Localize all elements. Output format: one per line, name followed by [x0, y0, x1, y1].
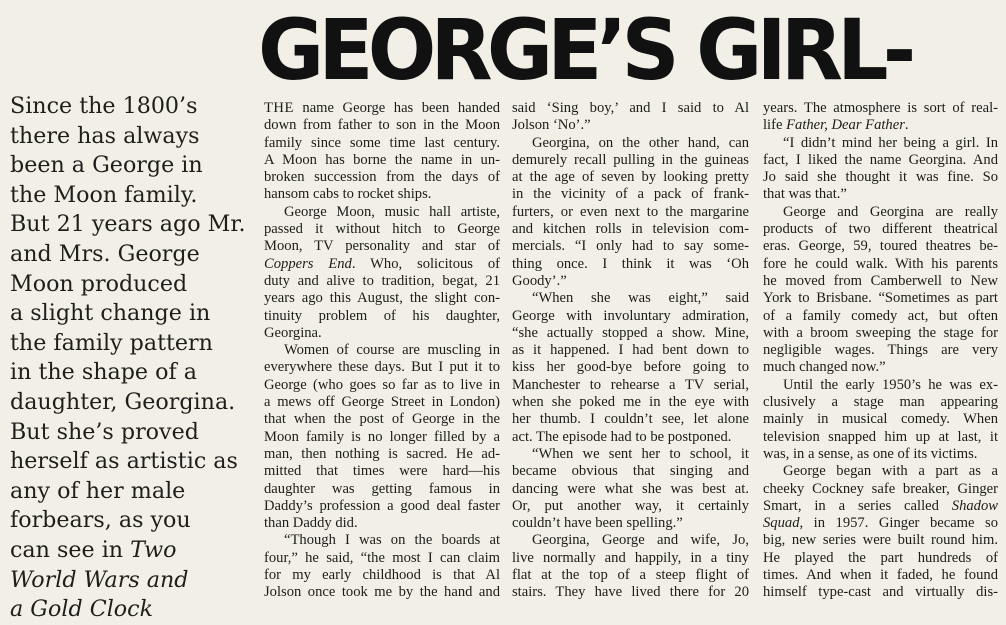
- text-run: than Daddy did.: [264, 515, 358, 532]
- col1-line: [264, 567, 500, 584]
- text-run: forbears, as you: [10, 507, 191, 534]
- text-run: mainly in musical comedy. When: [763, 411, 998, 428]
- col3-line: [763, 169, 998, 186]
- text-run: demurely recall pulling in the guineas: [512, 151, 749, 168]
- col3-line: [763, 394, 998, 411]
- col2-line: [512, 238, 749, 255]
- article-column-3: [763, 100, 998, 602]
- col3-line: [763, 204, 998, 221]
- col2-line: [512, 567, 749, 584]
- text-run: Moon produced: [10, 270, 188, 297]
- col1-line: [264, 238, 500, 255]
- col2-line: [512, 446, 749, 463]
- col3-line: [763, 238, 998, 255]
- intro-line: [10, 566, 250, 596]
- intro-line: [10, 447, 250, 477]
- col3-line: [763, 481, 998, 498]
- article-column-1: [264, 100, 500, 602]
- text-run: furters, or even next to the margarine: [512, 203, 749, 220]
- col3-line: [763, 359, 998, 376]
- text-run: everywhere these days. But I put it to: [264, 359, 500, 376]
- text-run: thing once. I think it was ‘Oh: [512, 255, 749, 272]
- col1-line: [264, 342, 500, 359]
- intro-line: [10, 240, 250, 270]
- text-run: But 21 years ago Mr.: [10, 211, 246, 238]
- text-run: he moved from Camberwell to New: [763, 272, 998, 289]
- text-run: times. And when it faded, he found: [763, 567, 998, 584]
- text-run: York to Brisbane. “Sometimes as part: [763, 290, 998, 307]
- text-run: “When we sent her to school, it: [532, 445, 749, 462]
- col1-line: [264, 515, 500, 532]
- text-run: tinuity problem of his daughter,: [264, 307, 500, 324]
- intro-line: [10, 329, 250, 359]
- col3-line: [763, 532, 998, 549]
- col1-line: [264, 532, 500, 549]
- text-run: Or, put another way, it certainly: [512, 497, 749, 514]
- col1-line: [264, 550, 500, 567]
- text-run: .: [904, 117, 909, 134]
- text-run: big, new series were built round him.: [763, 532, 998, 549]
- text-run: act. The episode had to be postponed.: [512, 428, 732, 445]
- col1-line: [264, 411, 500, 428]
- col3-line: [763, 256, 998, 273]
- text-run: mercials. “I only had to say some-: [512, 238, 749, 255]
- text-run: Manchester to rehearse a TV serial,: [512, 376, 749, 393]
- col2-line: [512, 550, 749, 567]
- col1-line: [264, 135, 500, 152]
- text-run: stairs. They have lived there for 20: [512, 584, 749, 601]
- text-run: at the age of seven by looking pretty: [512, 169, 749, 186]
- col1-line: [264, 584, 500, 601]
- text-run: in the shape of a: [10, 359, 197, 386]
- text-run: a slight change in: [10, 300, 211, 327]
- text-run: any of her male: [10, 477, 186, 504]
- text-run: passed it without hitch to George: [264, 221, 500, 238]
- text-run: and Mrs. George: [10, 240, 200, 267]
- intro-line: [10, 358, 250, 388]
- col2-line: [512, 342, 749, 359]
- text-run: live normally and happily, in a tiny: [512, 549, 749, 566]
- col2-line: [512, 221, 749, 238]
- text-run: George and Georgina are really: [783, 203, 998, 220]
- text-run: daughter, Georgina.: [10, 388, 236, 415]
- col1-line: [264, 221, 500, 238]
- col2-line: [512, 152, 749, 169]
- text-run: life: [763, 117, 787, 134]
- text-run: hansom cabs to rocket ships.: [264, 186, 432, 203]
- col1-line: [264, 429, 500, 446]
- text-run: George Moon, music hall artiste,: [284, 203, 500, 220]
- col2-line: [512, 135, 749, 152]
- text-run: with a broom sweeping the stage for: [763, 324, 998, 341]
- col1-line: [264, 273, 500, 290]
- text-run: , in 1957. Ginger became so: [799, 515, 998, 532]
- col2-line: [512, 290, 749, 307]
- col1-line: [264, 359, 500, 376]
- col3-line: [763, 152, 998, 169]
- text-run: fore he could walk. With his parents: [763, 255, 998, 272]
- italic-title: Father, Dear Father: [786, 117, 905, 134]
- col3-line: [763, 135, 998, 152]
- text-run: man, then nothing is sacred. He ad-: [264, 445, 500, 462]
- text-run: Jolson ‘No’.”: [512, 117, 591, 134]
- col3-line: [763, 515, 998, 532]
- text-run: Georgina, on the other hand, can: [532, 134, 749, 151]
- col1-line: [264, 204, 500, 221]
- text-run: Since the 1800’s: [10, 93, 198, 119]
- col2-line: [512, 394, 749, 411]
- text-run: that when the post of George in the: [264, 411, 500, 428]
- col1-line: [264, 481, 500, 498]
- text-run: dancing were what she was best at.: [512, 480, 749, 497]
- col2-line: [512, 359, 749, 376]
- text-run: when she poked me in the eye with: [512, 394, 749, 411]
- col3-line: [763, 567, 998, 584]
- intro-line: [10, 181, 250, 211]
- col2-line: [512, 429, 749, 446]
- italic-title: Shadow: [951, 497, 998, 514]
- col3-line: [763, 290, 998, 307]
- text-run: eras. George, 59, toured theatres be-: [763, 238, 998, 255]
- col2-line: [512, 325, 749, 342]
- text-run: Moon family is no longer filled by a: [264, 428, 500, 445]
- text-run: Smart, in a series called: [763, 497, 952, 514]
- col1-line: [264, 169, 500, 186]
- text-run: said ‘Sing boy,’ and I said to Al: [512, 100, 749, 116]
- intro-line: [10, 418, 250, 448]
- text-run: and kitchen rolls in television com-: [512, 221, 749, 238]
- italic-title: World Wars and: [10, 566, 189, 593]
- text-run: a mews off George Street in London): [264, 394, 500, 411]
- col2-line: [512, 100, 749, 117]
- col2-line: [512, 273, 749, 290]
- text-run: He played the part hundreds of: [763, 549, 998, 566]
- text-run: for my early childhood is that Al: [264, 567, 500, 584]
- text-run: “Though I was on the boards at: [284, 532, 500, 549]
- col2-line: [512, 498, 749, 515]
- text-run: kiss her good-bye before going to: [512, 359, 749, 376]
- text-run: in the vicinity of a pack of frank-: [512, 186, 749, 203]
- text-run: name George has been handed: [293, 100, 500, 116]
- text-run: couldn’t have been spelling.”: [512, 515, 683, 532]
- text-run: the family pattern: [10, 329, 213, 356]
- text-run: was, in a sense, as one of its victims.: [763, 445, 978, 462]
- text-run: Daddy’s profession a good deal faster: [264, 497, 500, 514]
- text-run: that was that.”: [763, 186, 847, 203]
- text-run: . Who, solicitous of: [351, 255, 500, 272]
- col2-line: [512, 117, 749, 134]
- col1-line: [264, 186, 500, 203]
- text-run: became obvious that singing and: [512, 463, 749, 480]
- col3-line: [763, 550, 998, 567]
- col1-line: [264, 117, 500, 134]
- text-run: as it happened. I had bent down to: [512, 342, 749, 359]
- col1-line: [264, 325, 500, 342]
- col2-line: [512, 515, 749, 532]
- text-run: Georgina, George and wife, Jo,: [532, 532, 749, 549]
- text-run: been a George in: [10, 152, 203, 179]
- col3-line: [763, 273, 998, 290]
- text-run: daughter was getting famous in: [264, 480, 500, 497]
- col1-line: [264, 308, 500, 325]
- text-run: George (who goes so far as to live in: [264, 376, 500, 393]
- intro-line: [10, 477, 250, 507]
- text-run: Georgina.: [264, 324, 322, 341]
- col2-line: [512, 308, 749, 325]
- col3-line: [763, 411, 998, 428]
- intro-blurb: [10, 92, 250, 625]
- text-run: Jolson once took me by the hand and: [264, 584, 500, 601]
- text-run: broken succession from the days of: [264, 169, 500, 186]
- text-run: the Moon family.: [10, 181, 198, 208]
- col1-line: [264, 463, 500, 480]
- col3-line: [763, 117, 998, 134]
- text-run: four,” he said, “the most I can claim: [264, 549, 500, 566]
- col2-line: [512, 256, 749, 273]
- text-run: George began with a part as a: [783, 463, 998, 480]
- text-run: television snapped him up at last, it: [763, 428, 998, 445]
- col1-line: [264, 100, 500, 117]
- text-run: cheeky Cockney safe breaker, Ginger: [763, 480, 998, 497]
- italic-title: Coppers End: [264, 255, 352, 272]
- col1-line: [264, 498, 500, 515]
- intro-line: [10, 122, 250, 152]
- text-run: George with involuntary admiration,: [512, 307, 749, 324]
- col2-line: [512, 481, 749, 498]
- text-run: “I didn’t mind her being a girl. In: [783, 134, 998, 151]
- intro-line: [10, 299, 250, 329]
- text-run: Goody’.”: [512, 272, 567, 289]
- intro-line: [10, 210, 250, 240]
- text-run: A Moon has borne the name in un-: [264, 151, 500, 168]
- col2-line: [512, 169, 749, 186]
- col3-line: [763, 221, 998, 238]
- text-run: mitted that times were hard—his: [264, 463, 500, 480]
- text-run: “When she was eight,” said: [532, 290, 749, 307]
- text-run: But she’s proved: [10, 418, 199, 445]
- text-run: years ago this August, the slight con-: [264, 290, 500, 307]
- col3-line: [763, 584, 998, 601]
- col1-line: [264, 394, 500, 411]
- col3-line: [763, 463, 998, 480]
- col3-line: [763, 100, 998, 117]
- italic-title: Two: [130, 536, 177, 563]
- col3-line: [763, 308, 998, 325]
- text-run: Jo said she thought it was fine. So: [763, 169, 998, 186]
- text-run: of a family comedy act, but often: [763, 307, 998, 324]
- col3-line: [763, 498, 998, 515]
- text-run: herself as artistic as: [10, 448, 238, 475]
- text-run: can see in: [10, 536, 131, 563]
- text-run: “she actually stopped a show. Mine,: [512, 324, 749, 341]
- italic-title: a Gold Clock: [10, 596, 154, 623]
- intro-line: [10, 506, 250, 536]
- text-run: clusively a stage man appearing: [763, 394, 998, 411]
- text-run: Moon, TV personality and star of: [264, 238, 500, 255]
- text-run: negligible wages. Things are very: [763, 342, 998, 359]
- col2-line: [512, 186, 749, 203]
- text-run: products of two different theatrical: [763, 221, 998, 238]
- col3-line: [763, 377, 998, 394]
- text-run: family since some time last century.: [264, 134, 500, 151]
- col2-line: [512, 532, 749, 549]
- text-run: down from father to son in the Moon: [264, 117, 500, 134]
- text-run: Until the early 1950’s he was ex-: [783, 376, 998, 393]
- intro-line: [10, 151, 250, 181]
- text-run: there has always: [10, 122, 200, 149]
- text-run: her thumb. I couldn’t see, let alone: [512, 411, 749, 428]
- col2-line: [512, 463, 749, 480]
- italic-title: Squad: [763, 515, 800, 532]
- col2-line: [512, 377, 749, 394]
- col1-line: [264, 152, 500, 169]
- col1-line: [264, 256, 500, 273]
- intro-line: [10, 92, 250, 122]
- col3-line: [763, 446, 998, 463]
- intro-line: [10, 388, 250, 418]
- col3-line: [763, 325, 998, 342]
- col2-line: [512, 584, 749, 601]
- text-run: fact, I liked the name Georgina. And: [763, 151, 998, 168]
- col3-line: [763, 342, 998, 359]
- col1-line: [264, 290, 500, 307]
- text-run: flat at the top of a steep flight of: [512, 567, 749, 584]
- headline: GEORGE’S GIRL-: [258, 1, 911, 99]
- col3-line: [763, 429, 998, 446]
- text-run: himself type-cast and virtually dis-: [763, 584, 998, 601]
- col1-line: [264, 377, 500, 394]
- col1-line: [264, 446, 500, 463]
- text-run: much changed now.”: [763, 359, 886, 376]
- text-run: years. The atmosphere is sort of real-: [763, 100, 998, 116]
- col3-line: [763, 186, 998, 203]
- text-run: duty and alive to tradition, begat, 21: [264, 272, 500, 289]
- intro-line: [10, 536, 250, 566]
- intro-line: [10, 270, 250, 300]
- drop-cap-word: THE: [264, 100, 294, 116]
- article-column-2: [512, 100, 749, 602]
- text-run: Women of course are muscling in: [284, 342, 500, 359]
- col2-line: [512, 411, 749, 428]
- col2-line: [512, 204, 749, 221]
